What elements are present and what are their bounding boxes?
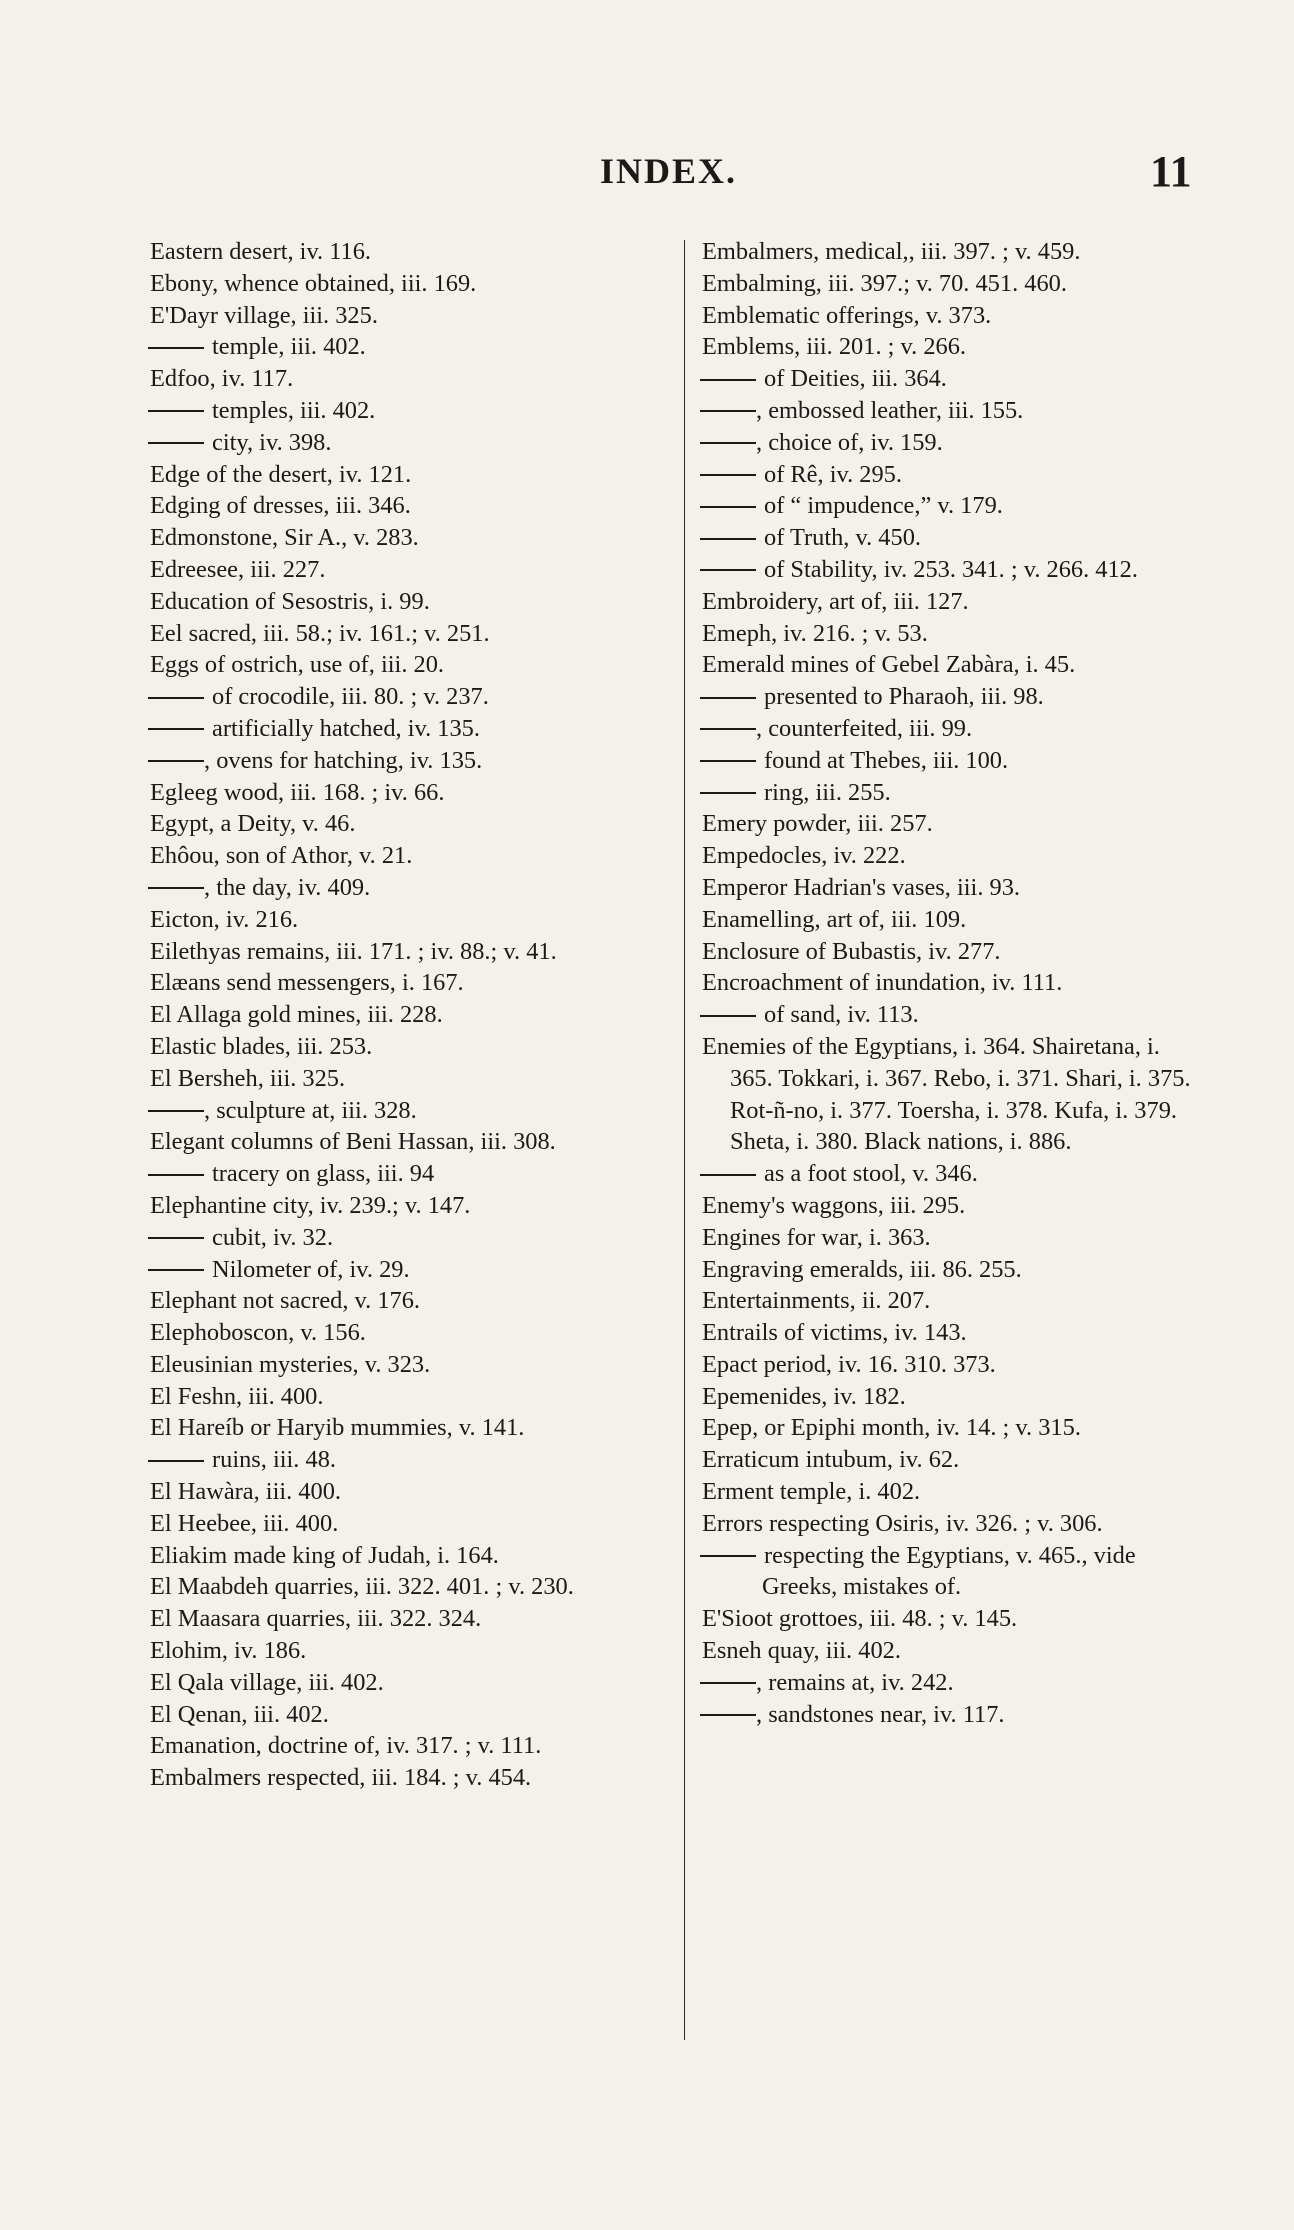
index-subentry (702, 681, 1206, 713)
entry-text: Eicton, iv. 216. (150, 905, 299, 933)
entry-text: Edge of the desert, iv. 121. (150, 460, 412, 488)
index-entry (702, 649, 1206, 681)
entry-text: presented to Pharaoh, iii. 98. (764, 683, 1044, 711)
index-entry (702, 1031, 1206, 1158)
entry-text: Encroachment of inundation, iv. 111. (702, 969, 1063, 997)
index-entry (150, 967, 670, 999)
index-entry (702, 1285, 1206, 1317)
ditto-dash (700, 506, 756, 508)
ditto-dash (148, 697, 204, 699)
ditto-dash (148, 1460, 204, 1462)
index-subentry (150, 713, 670, 745)
index-entry (150, 777, 670, 809)
index-entry (150, 808, 670, 840)
entry-text: of crocodile, iii. 80. ; v. 237. (212, 683, 489, 711)
index-subentry (702, 490, 1206, 522)
index-subentry (702, 1158, 1206, 1190)
entry-text: tracery on glass, iii. 94 (212, 1160, 435, 1188)
ditto-dash (700, 1714, 756, 1716)
index-entry (150, 1476, 670, 1508)
index-entry (150, 236, 670, 268)
entry-text: Esneh quay, iii. 402. (702, 1637, 901, 1665)
index-subentry (150, 331, 670, 363)
ditto-dash (700, 442, 756, 444)
index-entry (150, 522, 670, 554)
index-subentry (702, 427, 1206, 459)
entry-text: Elephant not sacred, v. 176. (150, 1287, 421, 1315)
entry-text: Elastic blades, iii. 253. (150, 1032, 373, 1060)
entry-text: Embroidery, art of, iii. 127. (702, 587, 969, 615)
entry-text: , choice of, iv. 159. (756, 428, 943, 456)
entry-text: El Maasara quarries, iii. 322. 324. (150, 1605, 482, 1633)
index-entry (150, 1381, 670, 1413)
entry-text: of Truth, v. 450. (764, 524, 921, 552)
index-subentry (702, 1540, 1206, 1604)
ditto-dash (700, 1555, 756, 1557)
entry-text: Emanation, doctrine of, iv. 317. ; v. 111. (150, 1732, 542, 1760)
entry-text: of “ impudence,” v. 179. (764, 492, 1003, 520)
ditto-dash (700, 1174, 756, 1176)
entry-text: Embalmers respected, iii. 184. ; v. 454. (150, 1764, 532, 1792)
index-entry (702, 1444, 1206, 1476)
entry-text: Edging of dresses, iii. 346. (150, 492, 411, 520)
entry-text: as a foot stool, v. 346. (764, 1160, 978, 1188)
entry-text: Empedocles, iv. 222. (702, 842, 906, 870)
entry-text: , the day, iv. 409. (204, 873, 371, 901)
ditto-dash (700, 474, 756, 476)
entry-text: , remains at, iv. 242. (756, 1668, 954, 1696)
index-entry (150, 1603, 670, 1635)
entry-text: temple, iii. 402. (212, 333, 366, 361)
entry-text: Engraving emeralds, iii. 86. 255. (702, 1255, 1022, 1283)
entry-text: Embalmers, medical,, iii. 397. ; v. 459. (702, 238, 1081, 265)
index-entry (150, 618, 670, 650)
index-entry (702, 936, 1206, 968)
page-title: INDEX. (600, 151, 738, 191)
column-divider (684, 240, 685, 2040)
entry-text: Elohim, iv. 186. (150, 1637, 307, 1665)
entry-text: Egleeg wood, iii. 168. ; iv. 66. (150, 778, 445, 806)
index-entry (702, 1412, 1206, 1444)
entry-text: Eilethyas remains, iii. 171. ; iv. 88.; v. 41. (150, 937, 557, 965)
index-entry (150, 1762, 670, 1794)
entry-text: E'Sioot grottoes, iii. 48. ; v. 145. (702, 1605, 1018, 1633)
index-entry (702, 1635, 1206, 1667)
entry-text: artificially hatched, iv. 135. (212, 714, 480, 742)
index-entry (150, 840, 670, 872)
ditto-dash (700, 697, 756, 699)
entry-text: of Deities, iii. 364. (764, 365, 947, 393)
entry-text: Entertainments, ii. 207. (702, 1287, 931, 1315)
entry-text: Edfoo, iv. 117. (150, 365, 294, 393)
entry-text: Education of Sesostris, i. 99. (150, 587, 430, 615)
entry-text: Emerald mines of Gebel Zabàra, i. 45. (702, 651, 1076, 679)
index-subentry (150, 681, 670, 713)
entry-text: cubit, iv. 32. (212, 1223, 334, 1251)
entry-text: Enclosure of Bubastis, iv. 277. (702, 937, 1001, 965)
entry-text: Nilometer of, iv. 29. (212, 1255, 410, 1283)
entry-text: Engines for war, i. 363. (702, 1223, 931, 1251)
entry-text: temples, iii. 402. (212, 396, 376, 424)
index-entry (702, 1508, 1206, 1540)
index-entry (702, 840, 1206, 872)
entry-text: Eastern desert, iv. 116. (150, 238, 372, 265)
entry-text: Enemies of the Egyptians, i. 364. Shairetana, i. 365. Tokkari, i. 367. Rebo, i. 371. Shari, i. 375. Rot-ñ-no, i. 377. Toersha, i. 378. Kufa, i. 379. Sheta, i. 380. Black nations, i. 886. (702, 1032, 1191, 1156)
index-entry (150, 936, 670, 968)
index-entry (702, 618, 1206, 650)
entry-text: Edreesee, iii. 227. (150, 555, 326, 583)
entry-text: Emperor Hadrian's vases, iii. 93. (702, 873, 1021, 901)
entry-text: Enamelling, art of, iii. 109. (702, 905, 967, 933)
entry-text: of sand, iv. 113. (764, 1001, 919, 1029)
index-entry (150, 1508, 670, 1540)
index-entry (702, 1603, 1206, 1635)
index-subentry (150, 395, 670, 427)
entry-text: Epact period, iv. 16. 310. 373. (702, 1350, 996, 1378)
index-entry (702, 268, 1206, 300)
index-entry (150, 490, 670, 522)
index-entry (150, 1031, 670, 1063)
index-subentry (702, 459, 1206, 491)
page-header (0, 147, 1294, 196)
index-entry (150, 363, 670, 395)
index-entry (150, 1285, 670, 1317)
index-entry (702, 872, 1206, 904)
ditto-dash (700, 1682, 756, 1684)
entry-text: of Stability, iv. 253. 341. ; v. 266. 412. (764, 555, 1138, 583)
index-entry (702, 1476, 1206, 1508)
index-entry (150, 999, 670, 1031)
entry-text: Epep, or Epiphi month, iv. 14. ; v. 315. (702, 1414, 1081, 1442)
entry-text: El Heebee, iii. 400. (150, 1509, 339, 1537)
entry-text: El Maabdeh quarries, iii. 322. 401. ; v. 230. (150, 1573, 574, 1601)
entry-text: found at Thebes, iii. 100. (764, 746, 1009, 774)
entry-text: E'Dayr village, iii. 325. (150, 301, 378, 329)
entry-text: Enemy's waggons, iii. 295. (702, 1191, 966, 1219)
entry-text: Erraticum intubum, iv. 62. (702, 1446, 960, 1474)
index-entry (150, 1412, 670, 1444)
index-subentry (702, 745, 1206, 777)
entry-text: Epemenides, iv. 182. (702, 1382, 906, 1410)
entry-text: Emeph, iv. 216. ; v. 53. (702, 619, 928, 647)
ditto-dash (700, 569, 756, 571)
index-entry (150, 1667, 670, 1699)
left-column (150, 236, 670, 1794)
index-entry (150, 904, 670, 936)
entry-text: El Qenan, iii. 402. (150, 1700, 329, 1728)
entry-text: Erment temple, i. 402. (702, 1478, 921, 1506)
ditto-dash (700, 379, 756, 381)
index-entry (702, 236, 1206, 268)
ditto-dash (148, 1174, 204, 1176)
index-entry (702, 1317, 1206, 1349)
page-number: 11 (1150, 147, 1192, 196)
index-entry (150, 586, 670, 618)
entry-text: respecting the Egyptians, v. 465., vide Greeks, mistakes of. (762, 1541, 1136, 1601)
index-entry (702, 1349, 1206, 1381)
ditto-dash (148, 1110, 204, 1112)
entry-text: , sculpture at, iii. 328. (204, 1096, 417, 1124)
index-subentry (150, 745, 670, 777)
ditto-dash (148, 442, 204, 444)
index-entry (702, 586, 1206, 618)
index-subentry (150, 1222, 670, 1254)
ditto-dash (148, 760, 204, 762)
index-subentry (702, 363, 1206, 395)
index-subentry (702, 522, 1206, 554)
index-subentry (702, 554, 1206, 586)
entry-text: Emery powder, iii. 257. (702, 810, 933, 838)
entry-text: Ebony, whence obtained, iii. 169. (150, 269, 477, 297)
index-entry (150, 1635, 670, 1667)
index-entry (150, 1699, 670, 1731)
entry-text: Eliakim made king of Judah, i. 164. (150, 1541, 499, 1569)
entry-text: Eel sacred, iii. 58.; iv. 161.; v. 251. (150, 619, 490, 647)
index-subentry (150, 1158, 670, 1190)
entry-text: of Rê, iv. 295. (764, 460, 902, 488)
index-entry (150, 1571, 670, 1603)
index-entry (150, 649, 670, 681)
ditto-dash (700, 760, 756, 762)
ditto-dash (700, 538, 756, 540)
index-entry (702, 331, 1206, 363)
entry-text: Errors respecting Osiris, iv. 326. ; v. 306. (702, 1509, 1103, 1537)
ditto-dash (700, 1015, 756, 1017)
entry-text: Elephantine city, iv. 239.; v. 147. (150, 1191, 471, 1219)
ditto-dash (148, 887, 204, 889)
index-entry (702, 300, 1206, 332)
index-entry (150, 1349, 670, 1381)
index-entry (150, 1190, 670, 1222)
index-subentry (702, 777, 1206, 809)
index-entry (150, 1126, 670, 1158)
index-subentry (150, 1254, 670, 1286)
right-column (702, 236, 1206, 1730)
entry-text: Edmonstone, Sir A., v. 283. (150, 524, 419, 552)
entry-text: ruins, iii. 48. (212, 1446, 336, 1474)
index-subentry (150, 872, 670, 904)
entry-text: Entrails of victims, iv. 143. (702, 1319, 967, 1347)
index-subentry (150, 1444, 670, 1476)
index-entry (702, 904, 1206, 936)
index-subentry (702, 713, 1206, 745)
index-entry (702, 808, 1206, 840)
index-entry (150, 1540, 670, 1572)
entry-text: Egypt, a Deity, v. 46. (150, 810, 356, 838)
index-subentry (702, 1667, 1206, 1699)
index-subentry (702, 999, 1206, 1031)
index-subentry (150, 1095, 670, 1127)
entry-text: Emblematic offerings, v. 373. (702, 301, 992, 329)
entry-text: , ovens for hatching, iv. 135. (204, 746, 483, 774)
entry-text: El Allaga gold mines, iii. 228. (150, 1001, 443, 1029)
entry-text: El Qala village, iii. 402. (150, 1668, 384, 1696)
index-entry (150, 459, 670, 491)
entry-text: El Feshn, iii. 400. (150, 1382, 324, 1410)
index-subentry (702, 395, 1206, 427)
index-entry (702, 1381, 1206, 1413)
index-subentry (150, 427, 670, 459)
index-subentry (702, 1699, 1206, 1731)
ditto-dash (148, 728, 204, 730)
index-entry (150, 1317, 670, 1349)
ditto-dash (148, 1237, 204, 1239)
entry-text: Elephoboscon, v. 156. (150, 1319, 366, 1347)
entry-text: , counterfeited, iii. 99. (756, 714, 973, 742)
index-entry (150, 268, 670, 300)
ditto-dash (148, 410, 204, 412)
ditto-dash (148, 1269, 204, 1271)
ditto-dash (700, 728, 756, 730)
entry-text: Embalming, iii. 397.; v. 70. 451. 460. (702, 269, 1067, 297)
entry-text: city, iv. 398. (212, 428, 332, 456)
entry-text: Elæans send messengers, i. 167. (150, 969, 464, 997)
entry-text: ring, iii. 255. (764, 778, 891, 806)
entry-text: Eggs of ostrich, use of, iii. 20. (150, 651, 445, 679)
index-entry (150, 300, 670, 332)
index-entry (150, 1063, 670, 1095)
entry-text: Ehôou, son of Athor, v. 21. (150, 842, 413, 870)
entry-text: Emblems, iii. 201. ; v. 266. (702, 333, 966, 361)
entry-text: El Bersheh, iii. 325. (150, 1064, 346, 1092)
ditto-dash (700, 410, 756, 412)
entry-text: Elegant columns of Beni Hassan, iii. 308. (150, 1128, 556, 1156)
index-entry (702, 967, 1206, 999)
entry-text: El Hareíb or Haryib mummies, v. 141. (150, 1414, 525, 1442)
index-entry (150, 554, 670, 586)
entry-text: , embossed leather, iii. 155. (756, 396, 1024, 424)
index-entry (702, 1190, 1206, 1222)
index-entry (702, 1222, 1206, 1254)
entry-text: Eleusinian mysteries, v. 323. (150, 1350, 431, 1378)
ditto-dash (700, 792, 756, 794)
entry-text: El Hawàra, iii. 400. (150, 1478, 342, 1506)
entry-text: , sandstones near, iv. 117. (756, 1700, 1005, 1728)
index-entry (150, 1730, 670, 1762)
ditto-dash (148, 347, 204, 349)
index-entry (702, 1254, 1206, 1286)
